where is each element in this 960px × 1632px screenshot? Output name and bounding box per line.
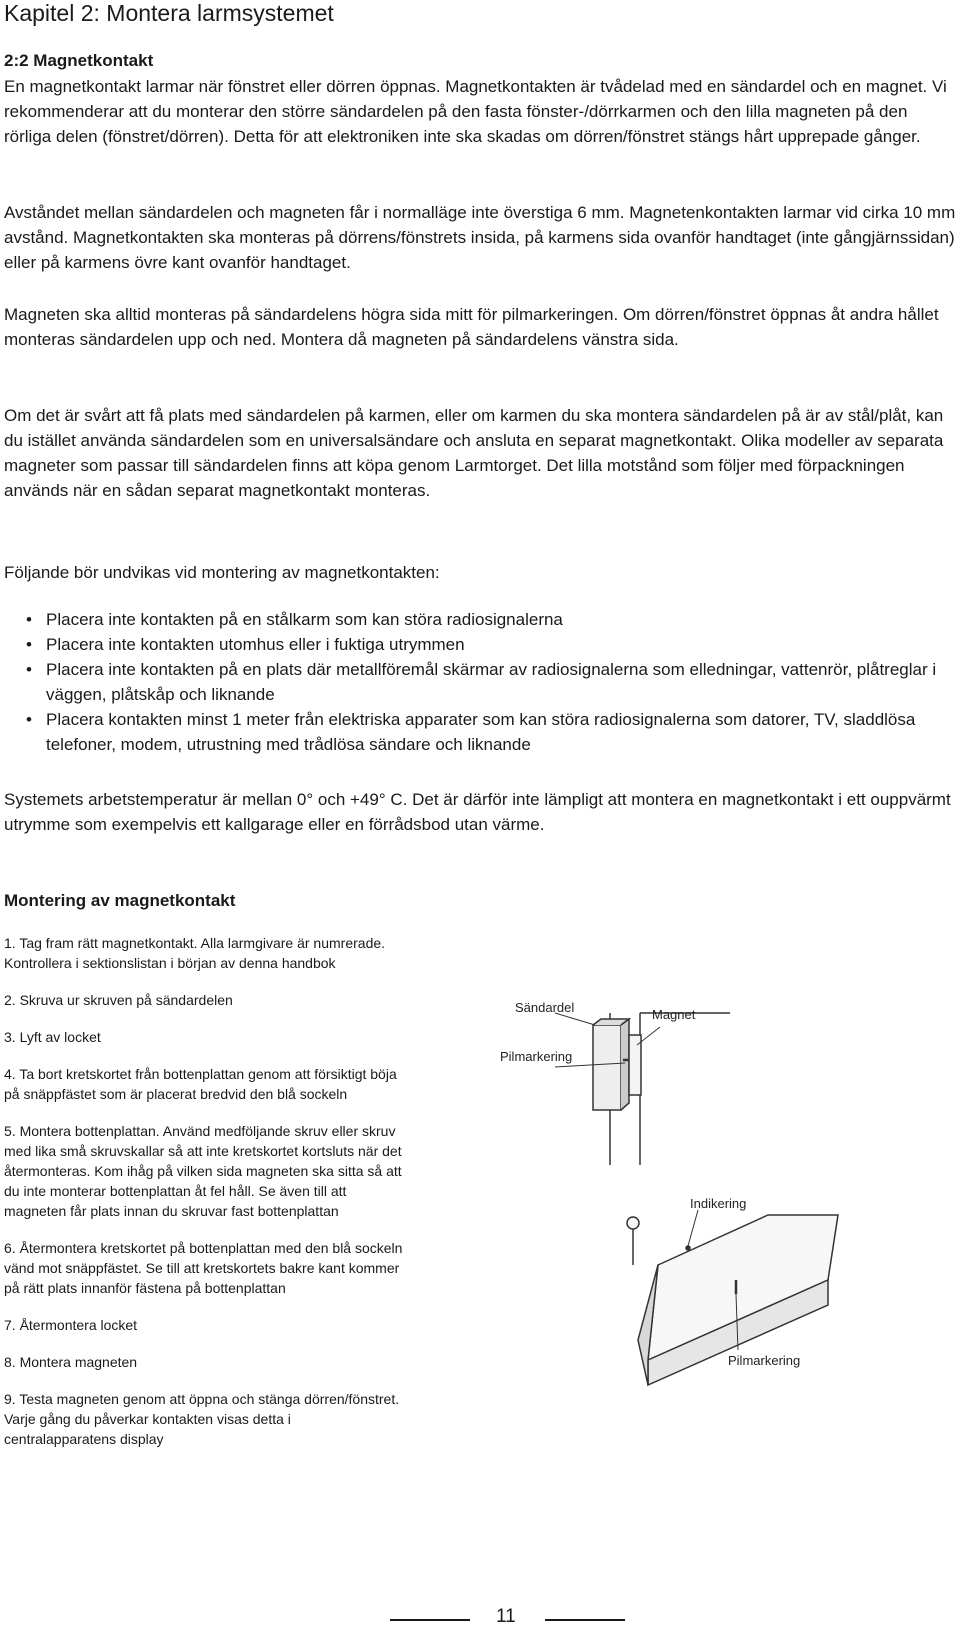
leader-line-indicator [688, 1210, 698, 1246]
list-item-text: Placera inte kontakten på en stålkarm som kan störa radiosignalerna [46, 610, 563, 629]
screw-head-icon [627, 1217, 639, 1229]
housing-illustration [618, 1196, 848, 1385]
sender-unit-shape [593, 1025, 621, 1110]
step-item: 5. Montera bottenplattan. Använd medföljande skruv eller skruv med lika små skruvskallar så att inte kretskortet kortsluts när det återmonteras. Kom ihåg på vilken sida magneten ska sitta så att du inte monterar bottenplattan åt fel håll. Se även till att magneten får plats innan du skruvar fast bottenplattan [4, 1123, 402, 1219]
step-item: 6. Återmontera kretskortet på bottenplattan med den blå sockeln vänd mot snäppfästet. Se till att kretskortets bakre kant kommer på rätt plats innanför fästena på bottenplattan [4, 1240, 403, 1296]
sender-unit-side [621, 1019, 629, 1110]
label-arrow-mark: Pilmarkering [500, 1049, 573, 1064]
indicator-led-icon [686, 1246, 690, 1250]
step-item: 7. Återmontera locket [4, 1317, 138, 1333]
footer-rule-left [390, 1619, 470, 1621]
step-item: 4. Ta bort kretskortet från bottenplattan genom att försiktigt böja på snäppfästet som är placerat bredvid den blå sockeln [4, 1066, 397, 1102]
step-item: 2. Skruva ur skruven på sändardelen [4, 992, 233, 1008]
bullet-icon: • [26, 710, 32, 729]
bullet-icon: • [26, 635, 32, 654]
list-item [4, 607, 956, 632]
paragraph-steel-frame: Om det är svårt att få plats med sändardelen på karmen, eller om karmen du ska montera sändardelen på är av stål/plåt, kan du istället använda sändardelen som en universalsändare och ansluta en separat magnetkontakt. Olika modeller av separata magneter som passar till sändardelen finns att köpa genom Larmtorget. Det lilla motstånd som följer med förpackningen används när en sådan separat magnetkontakt monteras. [4, 406, 944, 500]
list-item-text: Placera inte kontakten på en plats där metallföremål skärmar av radiosignalerna som elledningar, vattenrör, plåtreglar i väggen, plåtskåp och liknande [46, 660, 937, 704]
label-magnet: Magnet [652, 1007, 696, 1022]
paragraph-avoid-intro: Följande bör undvikas vid montering av magnetkontakten: [4, 563, 440, 582]
list-item [4, 707, 956, 757]
avoid-list [4, 607, 956, 757]
chapter-title: Kapitel 2: Montera larmsystemet [4, 0, 334, 26]
list-item-text: Placera kontakten minst 1 meter från elektriska apparater som kan störa radiosignalerna som datorer, TV, sladdlösa telefoner, modem, utrustning med trådlösa sändare och liknande [46, 710, 916, 754]
list-item-text: Placera inte kontakten utomhus eller i fuktiga utrymmen [46, 635, 465, 654]
paragraph-temperature: Systemets arbetstemperatur är mellan 0° och +49° C. Det är därför inte lämpligt att montera en magnetkontakt i ett ouppvärmt utrymme som exempelvis ett kallgarage eller en förrådsbod utan värme. [4, 790, 951, 834]
paragraph-intro: En magnetkontakt larmar när fönstret eller dörren öppnas. Magnetkontakten är tvådelad med en sändardel och en magnet. Vi rekommenderar att du monterar den större sändardelen på den fasta fönster-/dörrkarmen och den lilla magneten på den rörliga delen (fönstret/dörren). Detta för att elektroniken inte ska skadas om dörren/fönstret stängs hårt upprepade gånger. [4, 77, 947, 146]
footer-rule-right [545, 1619, 625, 1621]
step-item: 9. Testa magneten genom att öppna och stänga dörren/fönstret. Varje gång du påverkar kontakten visas detta i centralapparatens display [4, 1391, 400, 1447]
page-number: 11 [496, 1606, 516, 1627]
mounting-title: Montering av magnetkontakt [4, 891, 236, 910]
paragraph-orientation: Magneten ska alltid monteras på sändardelens högra sida mitt för pilmarkeringen. Om dörren/fönstret öppnas åt andra hållet monteras sändardelen upp och ned. Montera då magneten på sändardelens vänstra sida. [4, 305, 939, 349]
section-title: 2:2 Magnetkontakt [4, 51, 154, 70]
list-item [4, 632, 956, 657]
step-item: 1. Tag fram rätt magnetkontakt. Alla larmgivare är numrerade. Kontrollera i sektionslistan i början av denna handbok [4, 935, 386, 971]
mounting-steps [4, 933, 404, 1466]
paragraph-distance: Avståndet mellan sändardelen och magneten får i normalläge inte överstiga 6 mm. Magnetenkontakten larmar vid cirka 10 mm avstånd. Magnetkontakten ska monteras på dörrens/fönstrets insida, på karmens sida ovanför handtaget (inte gångjärnssidan) eller på karmens övre kant ovanför handtaget. [4, 203, 956, 272]
label-sender: Sändardel [515, 1000, 575, 1015]
list-item [4, 657, 956, 707]
magnet-shape [629, 1035, 641, 1095]
step-item: 8. Montera magneten [4, 1354, 138, 1370]
label-indicator: Indikering [690, 1196, 747, 1211]
step-item: 3. Lyft av locket [4, 1029, 101, 1045]
mounting-illustration [500, 1000, 730, 1165]
bullet-icon: • [26, 610, 32, 629]
label-arrow-mark: Pilmarkering [728, 1353, 801, 1368]
bullet-icon: • [26, 660, 32, 679]
